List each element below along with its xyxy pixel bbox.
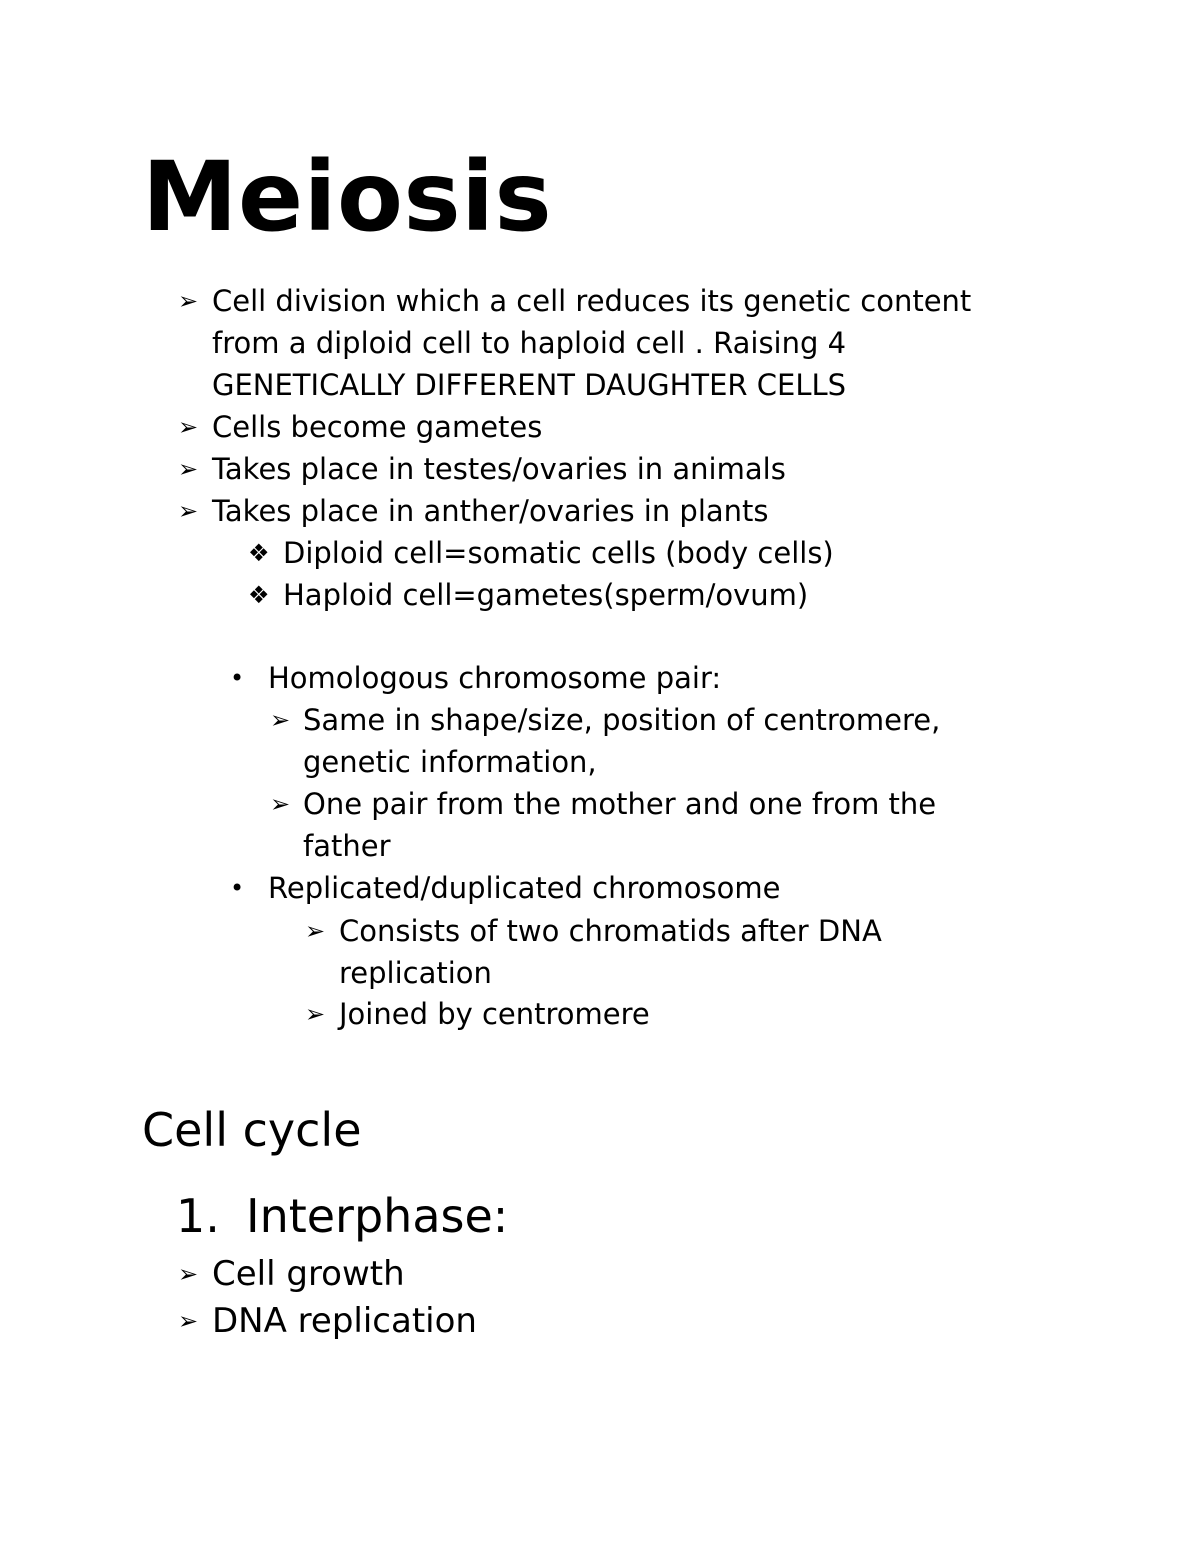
list-item-text: DNA replication bbox=[212, 1301, 477, 1341]
list-item-text: Cells become gametes bbox=[212, 410, 543, 444]
list-item-text: Takes place in anther/ovaries in plants bbox=[212, 494, 769, 528]
list-item-text: Homologous chromosome pair: bbox=[268, 661, 722, 695]
list-item-text: One pair from the mother and one from the bbox=[303, 787, 937, 821]
list-item-text: Takes place in testes/ovaries in animals bbox=[212, 452, 786, 486]
list-item-text: Replicated/duplicated chromosome bbox=[268, 871, 781, 905]
list-item-text: genetic information, bbox=[303, 745, 597, 779]
arrow-bullet-icon: ➢ bbox=[305, 917, 326, 945]
list-item-text: Joined by centromere bbox=[339, 997, 650, 1031]
arrow-bullet-icon: ➢ bbox=[270, 706, 291, 734]
heading-number: 1. bbox=[176, 1189, 220, 1243]
section-heading: Cell cycle bbox=[142, 1103, 362, 1157]
list-item-text: Diploid cell=somatic cells (body cells) bbox=[283, 536, 834, 570]
list-item-text: replication bbox=[339, 956, 492, 990]
arrow-bullet-icon: ➢ bbox=[178, 1307, 199, 1335]
list-item-text: GENETICALLY DIFFERENT DAUGHTER CELLS bbox=[212, 368, 847, 402]
diamond-bullet-icon: ❖ bbox=[248, 539, 270, 567]
list-item-text: Haploid cell=gametes(sperm/ovum) bbox=[283, 578, 809, 612]
arrow-bullet-icon: ➢ bbox=[305, 1000, 326, 1028]
dot-bullet-icon: • bbox=[230, 874, 245, 902]
list-item-text: Cell division which a cell reduces its genetic content bbox=[212, 284, 972, 318]
dot-bullet-icon: • bbox=[230, 664, 245, 692]
list-item-text: Consists of two chromatids after DNA bbox=[339, 914, 882, 948]
diamond-bullet-icon: ❖ bbox=[248, 581, 270, 609]
list-item-text: Cell growth bbox=[212, 1254, 405, 1294]
page-title: Meiosis bbox=[142, 141, 553, 253]
list-item-text: father bbox=[303, 829, 391, 863]
list-item-text: from a diploid cell to haploid cell . Raising 4 bbox=[212, 326, 847, 360]
arrow-bullet-icon: ➢ bbox=[178, 413, 199, 441]
arrow-bullet-icon: ➢ bbox=[270, 790, 291, 818]
list-item-text: Same in shape/size, position of centromere, bbox=[303, 703, 941, 737]
arrow-bullet-icon: ➢ bbox=[178, 287, 199, 315]
heading-label: Interphase: bbox=[246, 1189, 509, 1243]
arrow-bullet-icon: ➢ bbox=[178, 455, 199, 483]
arrow-bullet-icon: ➢ bbox=[178, 497, 199, 525]
arrow-bullet-icon: ➢ bbox=[178, 1260, 199, 1288]
